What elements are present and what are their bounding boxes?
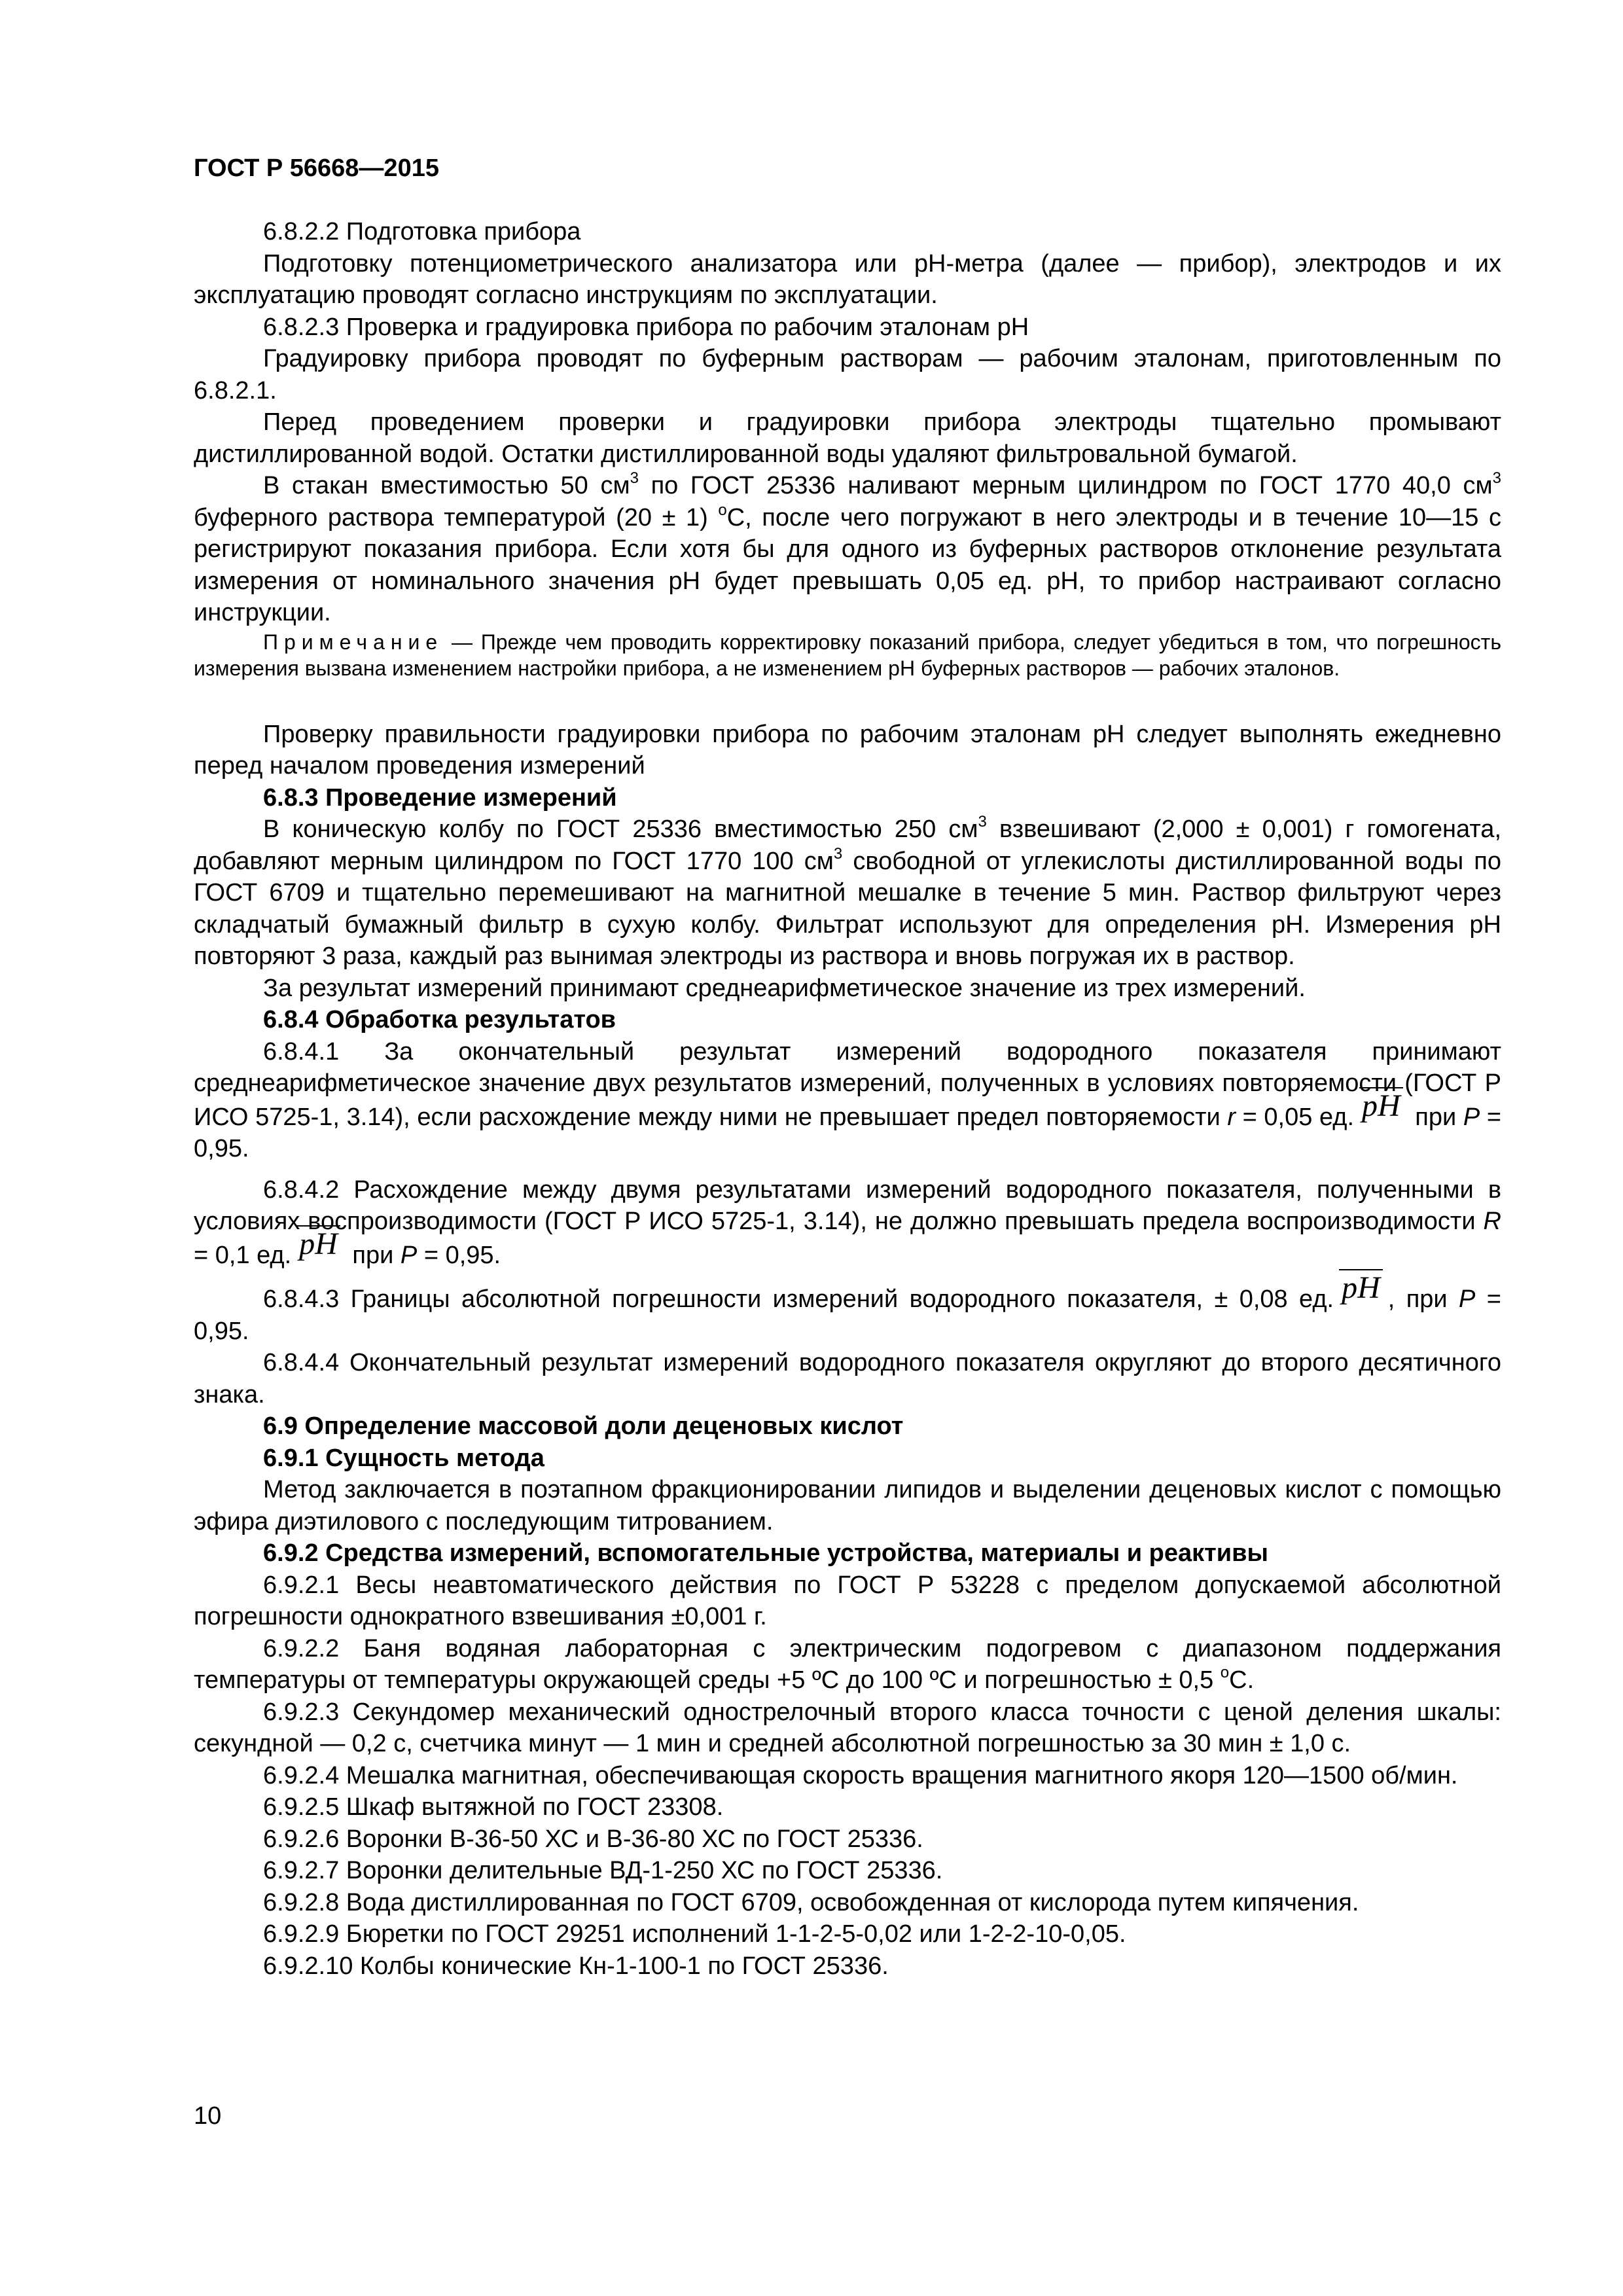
superscript: 3 bbox=[1492, 469, 1501, 488]
text-run: 6.8.4.2 Расхождение между двумя результатами измерений водородного показателя, полученными в условиях воспроизводимости (ГОСТ Р ИСО 5725-1, 3.14), не должно превышать предела воспроизводимости bbox=[194, 1175, 1501, 1235]
paragraph-buffer-check bbox=[194, 470, 1501, 629]
paragraph-repeatability bbox=[194, 1036, 1501, 1165]
paragraph: Градуировку прибора проводят по буферным растворам — рабочим эталонам, приготовленным по 6.8.2.1. bbox=[194, 345, 1501, 404]
section-heading: 6.8.3 Проведение измерений bbox=[263, 783, 617, 812]
text-run: по ГОСТ 25336 наливают мерным цилиндром по ГОСТ 1770 40,0 см bbox=[638, 472, 1493, 499]
paragraph: 6.9.2.3 Секундомер механический однострелочный второго класса точности с ценой деления шкалы: секундной — 0,2 с, счетчика минут — 1 мин и средней абсолютной погрешностью за 30 мин ± 1,0 с. bbox=[194, 1698, 1501, 1757]
text-run: = 0,95. bbox=[194, 1103, 1502, 1162]
page-body bbox=[194, 216, 1501, 1982]
text-run: В стакан вместимостью 50 см bbox=[263, 472, 630, 499]
text-run: буферного раствора температурой (20 ± 1) bbox=[194, 503, 719, 531]
paragraph: 6.8.2.3 Проверка и градуировка прибора по рабочим эталонам рН bbox=[263, 313, 1029, 341]
paragraph: 6.8.2.2 Подготовка прибора bbox=[263, 218, 581, 245]
text-run: 6.8.4.3 Границы абсолютной погрешности измерений водородного показателя, ± 0,08 ед. bbox=[263, 1285, 1334, 1313]
ph-mean-formula: pH bbox=[1339, 1269, 1383, 1305]
paragraph-water-bath bbox=[194, 1633, 1501, 1696]
paragraph: За результат измерений принимают среднеарифметическое значение из трех измерений. bbox=[263, 974, 1306, 1002]
ph-mean-formula: pH bbox=[296, 1225, 340, 1261]
section-heading: 6.9.1 Сущность метода bbox=[263, 1444, 544, 1472]
superscript: о bbox=[1220, 1664, 1230, 1682]
symbol-r-capital: R bbox=[1483, 1208, 1501, 1235]
text-run: В коническую колбу по ГОСТ 25336 вместимостью 250 см bbox=[263, 816, 978, 843]
text-run: 6.8.4.1 За окончательный результат измерений водородного показателя принимают среднеарифметическое значение двух результатов измерений, полученных в условиях повторяемости (ГОСТ Р ИСО 5725-1, 3.14), если расхождение между ними не превышает предел повторяемости bbox=[194, 1037, 1501, 1131]
paragraph: 6.9.2.9 Бюретки по ГОСТ 29251 исполнений 1-1-2-5-0,02 или 1-2-2-10-0,05. bbox=[263, 1920, 1126, 1948]
ph-mean-formula: pH bbox=[1359, 1087, 1403, 1123]
section-heading: 6.9 Определение массовой доли деценовых кислот bbox=[263, 1412, 904, 1440]
text-run: при bbox=[345, 1241, 401, 1269]
superscript: 3 bbox=[978, 813, 987, 831]
symbol-r: r bbox=[1227, 1103, 1236, 1131]
text-run: = 0,1 ед. bbox=[194, 1241, 292, 1269]
symbol-p: P bbox=[1459, 1285, 1476, 1313]
paragraph: 6.9.2.8 Вода дистиллированная по ГОСТ 6709, освобожденная от кислорода путем кипячения. bbox=[263, 1888, 1359, 1916]
paragraph: 6.8.4.4 Окончательный результат измерений водородного показателя округляют до второго десятичного знака. bbox=[194, 1349, 1501, 1408]
symbol-p: P bbox=[1463, 1103, 1480, 1131]
paragraph: Проверку правильности градуировки прибора по рабочим эталонам рН следует выполнять ежедневно перед началом проведения измерений bbox=[194, 720, 1501, 780]
section-heading: 6.9.2 Средства измерений, вспомогательные устройства, материалы и реактивы bbox=[263, 1539, 1268, 1567]
text-run: , при bbox=[1387, 1285, 1459, 1313]
text-run: свободной от углекислоты дистиллированной воды по ГОСТ 6709 и тщательно перемешивают на магнитной мешалке в течение 5 мин. Раствор фильтруют через складчатый бумажный фильтр в сухую колбу. Фильтрат используют для определения рН. Измерения рН повторяют 3 раза, каждый раз вынимая электроды из раствора и вновь погружая их в раствор. bbox=[194, 847, 1501, 970]
document-code-header: ГОСТ Р 56668—2015 bbox=[194, 154, 439, 182]
paragraph: 6.9.2.7 Воронки делительные ВД-1-250 ХС по ГОСТ 25336. bbox=[263, 1857, 943, 1884]
text-run: = 0,05 ед. bbox=[1236, 1103, 1355, 1131]
paragraph: Метод заключается в поэтапном фракционировании липидов и выделении деценовых кислот с помощью эфира диэтилового с последующим титрованием. bbox=[194, 1476, 1501, 1535]
paragraph: 6.9.2.10 Колбы конические Кн-1-100-1 по ГОСТ 25336. bbox=[263, 1952, 889, 1980]
paragraph-measurement bbox=[194, 814, 1501, 973]
paragraph: Перед проведением проверки и градуировки прибора электроды тщательно промывают дистиллированной водой. Остатки дистиллированной воды удаляют фильтровальной бумагой. bbox=[194, 408, 1501, 468]
note bbox=[194, 629, 1501, 681]
paragraph: 6.9.2.6 Воронки В-36-50 ХС и В-36-80 ХС по ГОСТ 25336. bbox=[263, 1825, 923, 1853]
paragraph: 6.9.2.1 Весы неавтоматического действия по ГОСТ Р 53228 с пределом допускаемой абсолютной погрешности однократного взвешивания ±0,001 г. bbox=[194, 1571, 1501, 1630]
text-run: взвешивают (2,000 ± 0,001) г гомогената, добавляют мерным цилиндром по ГОСТ 1770 100 см bbox=[194, 816, 1501, 875]
text-run: = 0,95. bbox=[417, 1241, 501, 1269]
note-label: Примечание bbox=[263, 630, 444, 654]
note-text: — Прежде чем проводить корректировку показаний прибора, следует убедиться в том, что погрешность измерения вызвана изменением настройки прибора, а не изменением рН буферных растворов — рабочих эталонов. bbox=[194, 630, 1501, 680]
symbol-p: P bbox=[400, 1241, 418, 1269]
text-run: 6.9.2.2 Баня водяная лабораторная с электрическим подогревом с диапазоном поддержания температуры от температуры окружающей среды +5 ºС до 100 ºС и погрешностью ± 0,5 bbox=[194, 1634, 1501, 1694]
paragraph-reproducibility bbox=[194, 1174, 1501, 1272]
text-run: С. bbox=[1229, 1666, 1255, 1694]
section-heading: 6.8.4 Обработка результатов bbox=[263, 1006, 616, 1033]
superscript: 3 bbox=[630, 469, 639, 488]
text-run: С, после чего погружают в него электроды и в течение 10—15 с регистрируют показания прибора. Если хотя бы для одного из буферных растворов отклонение результата измерения от номинального значения рН будет превышать 0,05 ед. рН, то прибор настраивают согласно инструкции. bbox=[194, 503, 1501, 626]
text-run: = 0,95. bbox=[194, 1285, 1501, 1345]
page-number: 10 bbox=[194, 2102, 222, 2130]
superscript: 3 bbox=[833, 844, 843, 863]
paragraph-error-limits bbox=[194, 1270, 1501, 1347]
paragraph: 6.9.2.5 Шкаф вытяжной по ГОСТ 23308. bbox=[263, 1793, 724, 1821]
paragraph: 6.9.2.4 Мешалка магнитная, обеспечивающая скорость вращения магнитного якоря 120—1500 об/мин. bbox=[263, 1761, 1458, 1789]
paragraph: Подготовку потенциометрического анализатора или рН-метра (далее — прибор), электродов и их эксплуатацию проводят согласно инструкциям по эксплуатации. bbox=[194, 249, 1501, 309]
text-run: при bbox=[1408, 1103, 1463, 1131]
superscript: о bbox=[718, 501, 727, 519]
